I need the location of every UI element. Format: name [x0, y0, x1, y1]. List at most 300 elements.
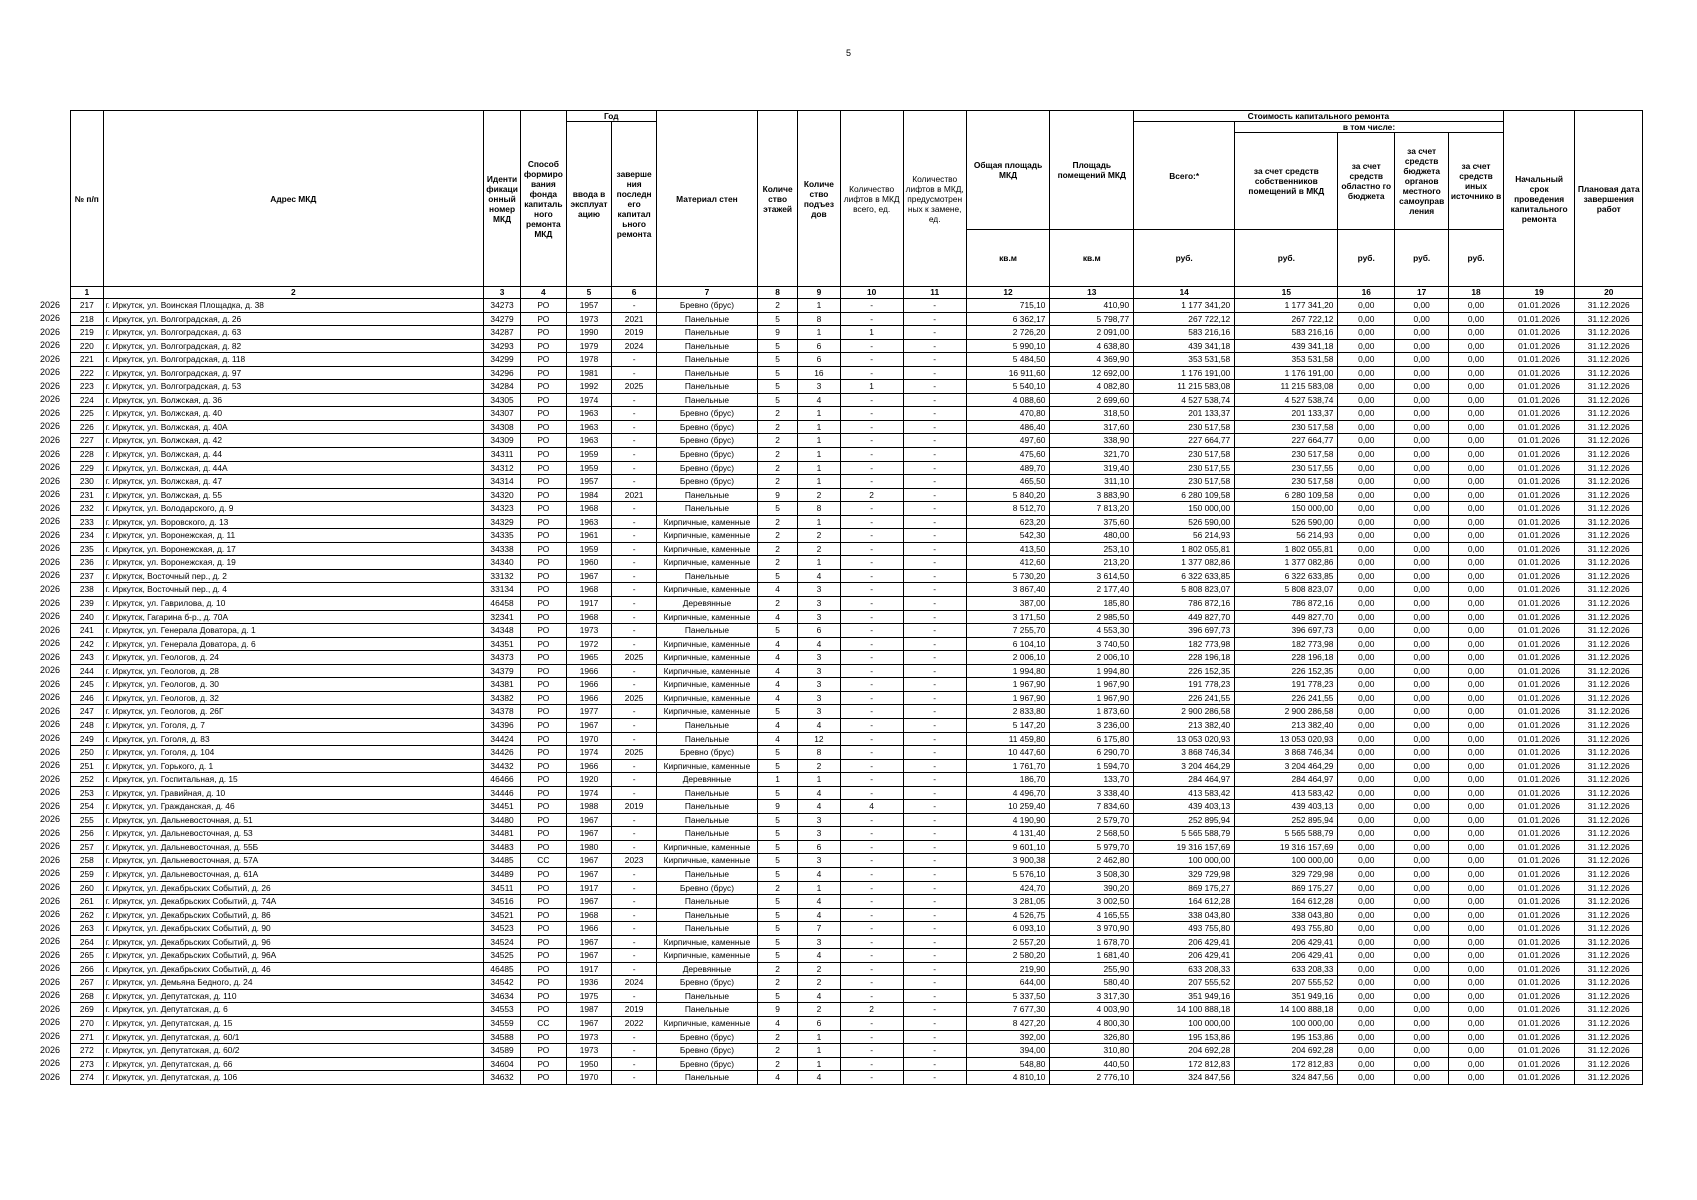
cell-premises-area: 1 594,70: [1050, 759, 1134, 773]
cell-other-sources: 0,00: [1449, 895, 1503, 909]
table-row: [71, 624, 1643, 638]
table-row: [71, 827, 1643, 841]
cell-regional-budget: 0,00: [1338, 691, 1395, 705]
cell-floors: 5: [758, 895, 798, 909]
col-header-total-area: Общая площадь МКД: [966, 111, 1050, 230]
cell-lifts-replace: -: [903, 895, 966, 909]
side-year-label: 2026: [40, 787, 61, 798]
cell-address: г. Иркутск, ул. Дальневосточная, д. 53: [103, 827, 483, 841]
cell-premises-area: 3 614,50: [1050, 569, 1134, 583]
cell-row-number: 220: [71, 339, 104, 353]
cell-owners-funds: 13 053 020,93: [1235, 732, 1338, 746]
cell-cost-total: 230 517,58: [1134, 420, 1235, 434]
table-header: [71, 111, 1643, 299]
cell-start-date: 01.01.2026: [1503, 475, 1575, 489]
side-year-label: 2026: [40, 1003, 61, 1014]
table-row: [71, 502, 1643, 516]
cell-total-area: 10 259,40: [966, 800, 1050, 814]
cell-premises-area: 2 091,00: [1050, 326, 1134, 340]
cell-year-built: 1967: [566, 569, 612, 583]
cell-end-date: 31.12.2026: [1575, 678, 1643, 692]
column-number: 3: [484, 287, 521, 299]
cell-premises-area: 311,10: [1050, 475, 1134, 489]
cell-entrances: 4: [798, 569, 840, 583]
cell-start-date: 01.01.2026: [1503, 1057, 1575, 1071]
cell-cost-total: 1 177 341,20: [1134, 299, 1235, 313]
cell-premises-area: 4 369,90: [1050, 353, 1134, 367]
cell-fund-method: РО: [521, 718, 567, 732]
cell-year-built: 1984: [566, 488, 612, 502]
cell-total-area: 7 255,70: [966, 624, 1050, 638]
cell-building-id: 34485: [484, 854, 521, 868]
cell-wall-material: Бревно (брус): [656, 448, 757, 462]
cell-fund-method: РО: [521, 651, 567, 665]
cell-entrances: 2: [798, 1003, 840, 1017]
cell-regional-budget: 0,00: [1338, 380, 1395, 394]
cell-cost-total: 195 153,86: [1134, 1030, 1235, 1044]
cell-end-date: 31.12.2026: [1575, 813, 1643, 827]
cell-start-date: 01.01.2026: [1503, 1030, 1575, 1044]
cell-premises-area: 1 994,80: [1050, 664, 1134, 678]
cell-start-date: 01.01.2026: [1503, 854, 1575, 868]
cell-row-number: 273: [71, 1057, 104, 1071]
col-header-start-date: Начальный срок проведения капитального ремонта: [1503, 111, 1575, 287]
cell-floors: 5: [758, 949, 798, 963]
cell-wall-material: Панельные: [656, 895, 757, 909]
cell-regional-budget: 0,00: [1338, 962, 1395, 976]
cell-premises-area: 2 699,60: [1050, 393, 1134, 407]
cell-premises-area: 1 967,90: [1050, 678, 1134, 692]
cell-fund-method: РО: [521, 813, 567, 827]
cell-fund-method: РО: [521, 366, 567, 380]
cell-address: г. Иркутск, ул. Декабрьских Событий, д. 90: [103, 922, 483, 936]
cell-lifts-replace: -: [903, 515, 966, 529]
cell-address: г. Иркутск, ул. Воровского, д. 13: [103, 515, 483, 529]
cell-total-area: 8 427,20: [966, 1016, 1050, 1030]
cell-lifts-total: -: [840, 448, 903, 462]
cell-year-built: 1973: [566, 1044, 612, 1058]
cell-year-last-repair: 2022: [612, 1016, 657, 1030]
cell-lifts-total: -: [840, 678, 903, 692]
cell-building-id: 34340: [484, 556, 521, 570]
cell-local-budget: 0,00: [1394, 678, 1448, 692]
cell-end-date: 31.12.2026: [1575, 732, 1643, 746]
cell-row-number: 265: [71, 949, 104, 963]
cell-local-budget: 0,00: [1394, 366, 1448, 380]
cell-address: г. Иркутск, ул. Депутатская, д. 6: [103, 1003, 483, 1017]
cell-local-budget: 0,00: [1394, 827, 1448, 841]
cell-start-date: 01.01.2026: [1503, 556, 1575, 570]
cell-other-sources: 0,00: [1449, 420, 1503, 434]
cell-owners-funds: 6 280 109,58: [1235, 488, 1338, 502]
cell-address: г. Иркутск, ул. Геологов, д. 32: [103, 691, 483, 705]
cell-owners-funds: 786 872,16: [1235, 597, 1338, 611]
cell-address: г. Иркутск, Восточный пер., д. 2: [103, 569, 483, 583]
cell-wall-material: Панельные: [656, 366, 757, 380]
cell-floors: 1: [758, 773, 798, 787]
cell-year-last-repair: -: [612, 705, 657, 719]
cell-address: г. Иркутск, ул. Дальневосточная, д. 61А: [103, 867, 483, 881]
cell-regional-budget: 0,00: [1338, 664, 1395, 678]
cell-lifts-replace: -: [903, 1003, 966, 1017]
cell-local-budget: 0,00: [1394, 326, 1448, 340]
cell-year-last-repair: -: [612, 1057, 657, 1071]
side-year-label: 2026: [40, 421, 61, 432]
cell-year-built: 1967: [566, 949, 612, 963]
cell-premises-area: 2 776,10: [1050, 1071, 1134, 1085]
cell-row-number: 257: [71, 840, 104, 854]
cell-floors: 4: [758, 1016, 798, 1030]
cell-regional-budget: 0,00: [1338, 407, 1395, 421]
cell-year-built: 1968: [566, 583, 612, 597]
cell-other-sources: 0,00: [1449, 610, 1503, 624]
col-header-year-built: ввода в эксплуат ацию: [566, 122, 612, 287]
cell-owners-funds: 3 868 746,34: [1235, 746, 1338, 760]
side-year-label: 2026: [40, 1044, 61, 1055]
cell-other-sources: 0,00: [1449, 299, 1503, 313]
cell-wall-material: Бревно (брус): [656, 407, 757, 421]
cell-local-budget: 0,00: [1394, 448, 1448, 462]
cell-owners-funds: 5 808 823,07: [1235, 583, 1338, 597]
cell-end-date: 31.12.2026: [1575, 962, 1643, 976]
cell-start-date: 01.01.2026: [1503, 461, 1575, 475]
cell-entrances: 3: [798, 610, 840, 624]
cell-premises-area: 4 165,55: [1050, 908, 1134, 922]
cell-building-id: 34296: [484, 366, 521, 380]
cell-building-id: 34524: [484, 935, 521, 949]
cell-wall-material: Панельные: [656, 624, 757, 638]
cell-regional-budget: 0,00: [1338, 366, 1395, 380]
cell-row-number: 262: [71, 908, 104, 922]
cell-lifts-total: 4: [840, 800, 903, 814]
cell-lifts-replace: -: [903, 867, 966, 881]
table-row: [71, 867, 1643, 881]
cell-entrances: 2: [798, 976, 840, 990]
cell-wall-material: Бревно (брус): [656, 299, 757, 313]
cell-lifts-replace: -: [903, 705, 966, 719]
cell-year-last-repair: -: [612, 881, 657, 895]
cell-building-id: 34379: [484, 664, 521, 678]
col-header-address: Адрес МКД: [103, 111, 483, 287]
cell-start-date: 01.01.2026: [1503, 515, 1575, 529]
cell-lifts-replace: -: [903, 732, 966, 746]
cell-end-date: 31.12.2026: [1575, 664, 1643, 678]
cell-local-budget: 0,00: [1394, 339, 1448, 353]
cell-wall-material: Бревно (брус): [656, 976, 757, 990]
cell-total-area: 3 900,38: [966, 854, 1050, 868]
cell-floors: 5: [758, 569, 798, 583]
cell-regional-budget: 0,00: [1338, 1057, 1395, 1071]
cell-regional-budget: 0,00: [1338, 800, 1395, 814]
cell-wall-material: Панельные: [656, 502, 757, 516]
side-year-label: 2026: [40, 895, 61, 906]
cell-year-last-repair: 2019: [612, 800, 657, 814]
cell-cost-total: 11 215 583,08: [1134, 380, 1235, 394]
cell-year-last-repair: -: [612, 583, 657, 597]
cell-entrances: 1: [798, 434, 840, 448]
table-row: [71, 881, 1643, 895]
col-header-premises-area: Площадь помещений МКД: [1050, 111, 1134, 230]
cell-row-number: 218: [71, 312, 104, 326]
cell-year-last-repair: -: [612, 922, 657, 936]
cell-wall-material: Бревно (брус): [656, 881, 757, 895]
cell-cost-total: 5 565 588,79: [1134, 827, 1235, 841]
cell-lifts-total: -: [840, 1044, 903, 1058]
cell-year-built: 1972: [566, 637, 612, 651]
cell-total-area: 6 104,10: [966, 637, 1050, 651]
cell-address: г. Иркутск, ул. Волжская, д. 42: [103, 434, 483, 448]
col-header-end-date: Плановая дата завершения работ: [1575, 111, 1643, 287]
side-year-label: 2026: [40, 1071, 61, 1082]
cell-lifts-total: -: [840, 475, 903, 489]
table-row: [71, 434, 1643, 448]
cell-cost-total: 100 000,00: [1134, 1016, 1235, 1030]
cell-lifts-total: -: [840, 664, 903, 678]
cell-address: г. Иркутск, ул. Волжская, д. 40А: [103, 420, 483, 434]
cell-address: г. Иркутск, ул. Воронежская, д. 11: [103, 529, 483, 543]
cell-end-date: 31.12.2026: [1575, 569, 1643, 583]
cell-lifts-total: -: [840, 922, 903, 936]
cell-year-last-repair: -: [612, 475, 657, 489]
table-row: [71, 813, 1643, 827]
cell-year-last-repair: -: [612, 434, 657, 448]
unit-other-sources: руб.: [1449, 230, 1503, 287]
cell-end-date: 31.12.2026: [1575, 1003, 1643, 1017]
cell-entrances: 8: [798, 746, 840, 760]
cell-lifts-replace: -: [903, 299, 966, 313]
cell-fund-method: РО: [521, 556, 567, 570]
cell-start-date: 01.01.2026: [1503, 840, 1575, 854]
cell-regional-budget: 0,00: [1338, 569, 1395, 583]
cell-local-budget: 0,00: [1394, 718, 1448, 732]
col-header-fund-method: Способ формиро вания фонда капиталь ного ремонта МКД: [521, 111, 567, 287]
cell-cost-total: 351 949,16: [1134, 989, 1235, 1003]
cell-entrances: 8: [798, 502, 840, 516]
cell-owners-funds: 396 697,73: [1235, 624, 1338, 638]
cell-total-area: 3 867,40: [966, 583, 1050, 597]
cell-year-built: 1963: [566, 434, 612, 448]
cell-year-last-repair: -: [612, 935, 657, 949]
cell-fund-method: СС: [521, 1016, 567, 1030]
cell-regional-budget: 0,00: [1338, 597, 1395, 611]
cell-other-sources: 0,00: [1449, 935, 1503, 949]
cell-entrances: 1: [798, 773, 840, 787]
cell-other-sources: 0,00: [1449, 691, 1503, 705]
cell-regional-budget: 0,00: [1338, 502, 1395, 516]
cell-start-date: 01.01.2026: [1503, 800, 1575, 814]
cell-floors: 2: [758, 420, 798, 434]
cell-lifts-replace: -: [903, 366, 966, 380]
cell-address: г. Иркутск, ул. Волжская, д. 44: [103, 448, 483, 462]
cell-entrances: 4: [798, 895, 840, 909]
side-year-label: 2026: [40, 719, 61, 730]
cell-end-date: 31.12.2026: [1575, 1030, 1643, 1044]
cell-owners-funds: 230 517,55: [1235, 461, 1338, 475]
cell-floors: 2: [758, 461, 798, 475]
cell-regional-budget: 0,00: [1338, 624, 1395, 638]
cell-owners-funds: 413 583,42: [1235, 786, 1338, 800]
cell-year-last-repair: 2025: [612, 746, 657, 760]
side-year-label: 2026: [40, 976, 61, 987]
cell-address: г. Иркутск, Восточный пер., д. 4: [103, 583, 483, 597]
cell-start-date: 01.01.2026: [1503, 773, 1575, 787]
cell-building-id: 34542: [484, 976, 521, 990]
cell-start-date: 01.01.2026: [1503, 935, 1575, 949]
cell-start-date: 01.01.2026: [1503, 895, 1575, 909]
cell-premises-area: 310,80: [1050, 1044, 1134, 1058]
cell-building-id: 34287: [484, 326, 521, 340]
cell-entrances: 16: [798, 366, 840, 380]
cell-address: г. Иркутск, ул. Демьяна Бедного, д. 24: [103, 976, 483, 990]
cell-wall-material: Панельные: [656, 1071, 757, 1085]
column-number-row: [71, 287, 1643, 299]
cell-lifts-replace: -: [903, 881, 966, 895]
cell-entrances: 6: [798, 624, 840, 638]
cell-building-id: 34632: [484, 1071, 521, 1085]
cell-entrances: 6: [798, 339, 840, 353]
cell-cost-total: 3 868 746,34: [1134, 746, 1235, 760]
cell-end-date: 31.12.2026: [1575, 895, 1643, 909]
cell-other-sources: 0,00: [1449, 718, 1503, 732]
cell-entrances: 1: [798, 556, 840, 570]
cell-building-id: 34329: [484, 515, 521, 529]
cell-row-number: 246: [71, 691, 104, 705]
cell-floors: 4: [758, 664, 798, 678]
column-number: 15: [1235, 287, 1338, 299]
cell-lifts-replace: -: [903, 434, 966, 448]
cell-total-area: 424,70: [966, 881, 1050, 895]
cell-end-date: 31.12.2026: [1575, 515, 1643, 529]
cell-regional-budget: 0,00: [1338, 678, 1395, 692]
cell-row-number: 250: [71, 746, 104, 760]
cell-total-area: 5 840,20: [966, 488, 1050, 502]
cell-year-built: 1966: [566, 691, 612, 705]
cell-lifts-total: -: [840, 299, 903, 313]
cell-year-built: 1974: [566, 746, 612, 760]
cell-address: г. Иркутск, ул. Володарского, д. 9: [103, 502, 483, 516]
side-year-label: 2026: [40, 394, 61, 405]
cell-year-last-repair: -: [612, 908, 657, 922]
cell-lifts-replace: -: [903, 380, 966, 394]
cell-wall-material: Бревно (брус): [656, 1044, 757, 1058]
cell-wall-material: Панельные: [656, 732, 757, 746]
column-number: 14: [1134, 287, 1235, 299]
cell-lifts-total: -: [840, 976, 903, 990]
cell-wall-material: Панельные: [656, 353, 757, 367]
cell-lifts-total: -: [840, 786, 903, 800]
cell-local-budget: 0,00: [1394, 691, 1448, 705]
cell-floors: 4: [758, 583, 798, 597]
cell-premises-area: 2 568,50: [1050, 827, 1134, 841]
cell-year-built: 1981: [566, 366, 612, 380]
cell-lifts-replace: -: [903, 678, 966, 692]
cell-premises-area: 3 002,50: [1050, 895, 1134, 909]
cell-address: г. Иркутск, ул. Декабрьских Событий, д. 46: [103, 962, 483, 976]
cell-cost-total: 5 808 823,07: [1134, 583, 1235, 597]
cell-start-date: 01.01.2026: [1503, 867, 1575, 881]
cell-other-sources: 0,00: [1449, 962, 1503, 976]
side-year-label: 2026: [40, 353, 61, 364]
cell-owners-funds: 449 827,70: [1235, 610, 1338, 624]
cell-premises-area: 2 579,70: [1050, 813, 1134, 827]
cell-wall-material: Кирпичные, каменные: [656, 556, 757, 570]
cell-start-date: 01.01.2026: [1503, 651, 1575, 665]
cell-year-built: 1936: [566, 976, 612, 990]
side-year-label: 2026: [40, 854, 61, 865]
cell-year-last-repair: -: [612, 610, 657, 624]
cell-other-sources: 0,00: [1449, 461, 1503, 475]
cell-address: г. Иркутск, ул. Генерала Доватора, д. 6: [103, 637, 483, 651]
cell-year-last-repair: -: [612, 624, 657, 638]
side-year-label: 2026: [40, 434, 61, 445]
cell-regional-budget: 0,00: [1338, 475, 1395, 489]
cell-year-last-repair: 2025: [612, 691, 657, 705]
cell-start-date: 01.01.2026: [1503, 542, 1575, 556]
cell-floors: 4: [758, 637, 798, 651]
cell-year-last-repair: -: [612, 1044, 657, 1058]
cell-address: г. Иркутск, ул. Декабрьских Событий, д. 26: [103, 881, 483, 895]
side-year-label: 2026: [40, 990, 61, 1001]
cell-end-date: 31.12.2026: [1575, 542, 1643, 556]
cell-total-area: 186,70: [966, 773, 1050, 787]
column-number: 13: [1050, 287, 1134, 299]
cell-building-id: 34523: [484, 922, 521, 936]
cell-regional-budget: 0,00: [1338, 908, 1395, 922]
cell-floors: 5: [758, 366, 798, 380]
cell-floors: 5: [758, 312, 798, 326]
cell-premises-area: 4 800,30: [1050, 1016, 1134, 1030]
cell-local-budget: 0,00: [1394, 867, 1448, 881]
cell-other-sources: 0,00: [1449, 407, 1503, 421]
cell-fund-method: РО: [521, 1071, 567, 1085]
table-row: [71, 380, 1643, 394]
column-number: 6: [612, 287, 657, 299]
cell-lifts-total: -: [840, 1071, 903, 1085]
column-number: 8: [758, 287, 798, 299]
cell-local-budget: 0,00: [1394, 542, 1448, 556]
cell-row-number: 237: [71, 569, 104, 583]
cell-row-number: 227: [71, 434, 104, 448]
cell-row-number: 244: [71, 664, 104, 678]
table-row: [71, 353, 1643, 367]
cell-address: г. Иркутск, ул. Волжская, д. 47: [103, 475, 483, 489]
cell-wall-material: Кирпичные, каменные: [656, 840, 757, 854]
cell-entrances: 3: [798, 813, 840, 827]
cell-address: г. Иркутск, ул. Гоголя, д. 104: [103, 746, 483, 760]
cell-premises-area: 390,20: [1050, 881, 1134, 895]
cell-cost-total: 329 729,98: [1134, 867, 1235, 881]
cell-owners-funds: 1 802 055,81: [1235, 542, 1338, 556]
cell-premises-area: 3 883,90: [1050, 488, 1134, 502]
cell-fund-method: РО: [521, 393, 567, 407]
cell-year-built: 1957: [566, 475, 612, 489]
cell-row-number: 240: [71, 610, 104, 624]
cell-cost-total: 207 555,52: [1134, 976, 1235, 990]
cell-floors: 9: [758, 800, 798, 814]
cell-local-budget: 0,00: [1394, 299, 1448, 313]
cell-floors: 2: [758, 1057, 798, 1071]
cell-wall-material: Кирпичные, каменные: [656, 515, 757, 529]
cell-year-last-repair: -: [612, 962, 657, 976]
table-row: [71, 420, 1643, 434]
cell-year-last-repair: -: [612, 529, 657, 543]
cell-row-number: 252: [71, 773, 104, 787]
cell-year-last-repair: -: [612, 773, 657, 787]
cell-lifts-replace: -: [903, 312, 966, 326]
cell-local-budget: 0,00: [1394, 800, 1448, 814]
cell-end-date: 31.12.2026: [1575, 610, 1643, 624]
cell-address: г. Иркутск, ул. Волгоградская, д. 53: [103, 380, 483, 394]
